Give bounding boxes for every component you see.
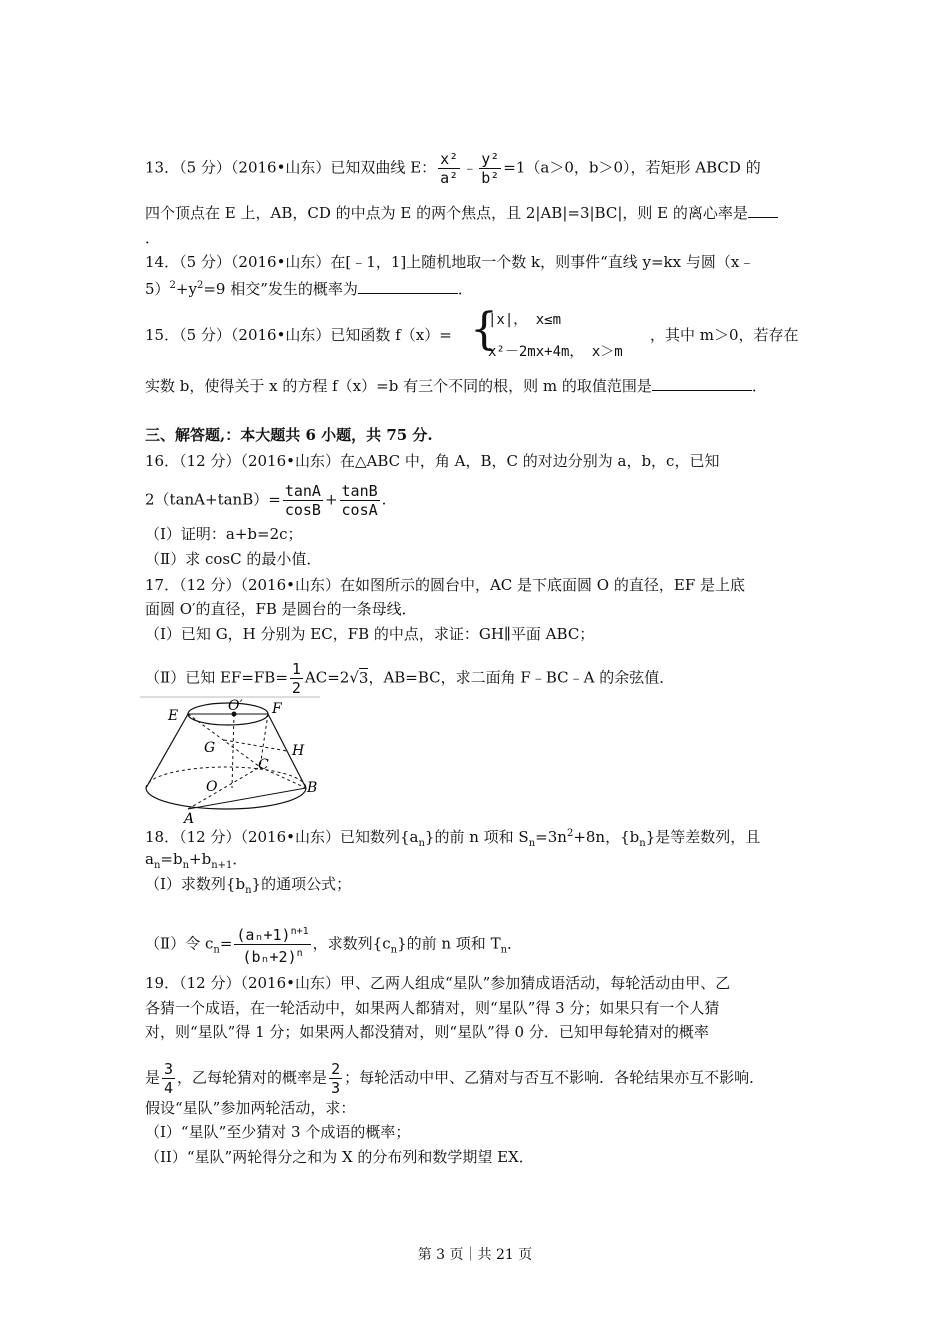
label-E: E (168, 708, 179, 724)
answer-blank (652, 376, 752, 391)
label-A: A (184, 811, 195, 825)
sqrt-symbol: √ (349, 668, 359, 687)
q18-part1: （Ⅰ）求数列$\{b_n\}$的通项公式； (145, 875, 352, 896)
q18-line2: $a_n=b_n+b_{n+1}$． (145, 850, 248, 871)
q14-line1: 14．（5 分）（2016•山东）在[﹣1，1]上随机地取一个数 k，则事件“直线 y=kx 与圆（x﹣ (145, 253, 755, 271)
q19-line2: 各猜一个成语，在一轮活动中，如果两人都猜对，则“星队”得 3 分；如果只有一个人猜 (145, 999, 720, 1017)
q17-part2: （Ⅱ）已知 EF=FB= $\frac{1}{2}$ AC=2√3，AB=BC，求二面角 F﹣BC﹣A 的余弦值． (145, 660, 675, 697)
q18-line1: 18．（12 分）（2016•山东）已知数列$\{a_n\}$的前 n 项和 $S_n=3n^2+8n$，$\{b_n\}$是等差数列，且 (145, 828, 761, 849)
q14-line2: $5)^2+y^2=9$ 相交”发生的概率为 ． (145, 280, 473, 298)
q15-line1-pre: 15．（5 分）（2016•山东）已知函数 f（x）= (145, 326, 452, 344)
q17-fraction-half: $\frac{1}{2}$ (291, 660, 301, 697)
answer-blank (748, 203, 778, 218)
q19-line1: 19．（12 分）（2016•山东）甲、乙两人组成“星队”参加猜成语活动，每轮活动由甲、乙 (145, 974, 731, 992)
q16-fraction-tanB-cosA: $\frac{\tan B}{\cos A}$ (341, 482, 378, 519)
q17-part1: （I）已知 G，H 分别为 EC，FB 的中点，求证：GH∥平面 ABC； (145, 625, 595, 643)
q13-line3: ． (145, 229, 161, 247)
q19-part1: （I）“星队”至少猜对 3 个成语的概率； (145, 1123, 411, 1141)
label-H: H (292, 743, 305, 759)
answer-blank (358, 279, 458, 294)
q17-line2: 面圆 O′的直径，FB 是圆台的一条母线． (145, 600, 417, 618)
label-F: F (272, 701, 282, 717)
label-O1: O′ (228, 698, 243, 714)
section-heading: 三、解答题,：本大题共 6 小题，共 75 分. (145, 426, 433, 444)
q16-line2: 2（tanA+tanB）= $\frac{\tan A}{\cos B}$ + $\frac{\tan B}{\cos A}$ . (145, 482, 387, 519)
q19-line3: 对，则“星队”得 1 分；如果两人都没猜对，则“星队”得 0 分．已知甲每轮猜对的概率 (145, 1023, 709, 1041)
q16-fraction-tanA-cosB: $\frac{\tan A}{\cos B}$ (284, 482, 321, 519)
q19-fraction-2-3: $\frac{2}{3}$ (331, 1060, 341, 1097)
q13-line2: 四个顶点在 E 上，AB，CD 的中点为 E 的两个焦点，且 2|AB|=3|BC|，则 E 的离心率是 (145, 203, 778, 223)
q18-fraction-cn: $\frac{(a_n+1)^{n+1}}{(b_n+2)^n}$ (234, 923, 310, 966)
q19-line5: 假设“星队”参加两轮活动，求： (145, 1099, 356, 1117)
bottom-ellipse-front (146, 788, 306, 809)
q13-fraction-x2-a2: $\frac{\text{x²}}{\text{a²}}$ (440, 150, 459, 187)
q15-case2: x²－2mx+4m， x＞m (488, 344, 623, 360)
q15-case1: |x|， x≤m (488, 312, 562, 328)
label-C: C (258, 757, 269, 773)
q19-fraction-3-4: $\frac{3}{4}$ (164, 1060, 174, 1097)
q15-line2: 实数 b，使得关于 x 的方程 f（x）=b 有三个不同的根，则 m 的取值范围是 ． (145, 377, 767, 395)
generatrix-left (146, 714, 188, 788)
q16-part2: （Ⅱ）求 cosC 的最小值． (145, 550, 322, 568)
frustum-figure (140, 695, 330, 825)
label-B: B (307, 780, 318, 796)
q19-part2: （II）“星队”两轮得分之和为 X 的分布列和数学期望 EX． (145, 1148, 534, 1166)
q19-line4: 是 $\frac{3}{4}$ ，乙每轮猜对的概率是 $\frac{2}{3}$ ；每轮活动中甲、乙猜对与否互不影响．各轮结果亦互不影响． (145, 1060, 765, 1097)
q18-part2: （Ⅱ）令 $c_n=$ $\frac{(a_n+1)^{n+1}}{(b_n+2)^n}$ ，求数列$\{c_n\}$的前 n 项和 $T_n$． (145, 923, 522, 966)
piecewise-brace: { (470, 304, 498, 355)
q17-line1: 17．（12 分）（2016•山东）在如图所示的圆台中，AC 是下底面圆 O 的直径，EF 是上底 (145, 576, 746, 594)
q15-line1-post: ，其中 m＞0，若存在 (650, 326, 799, 344)
page-footer: 第 3 页｜共 21 页 (417, 1247, 533, 1263)
q16-line1: 16．（12 分）（2016•山东）在△ABC 中，角 A，B，C 的对边分别为 a，b，c，已知 (145, 452, 720, 470)
q13-fraction-y2-b2: $\frac{\text{y²}}{\text{b²}}$ (481, 150, 500, 187)
q13-text: 13．（5 分）（2016•山东）已知双曲线 E： (145, 158, 437, 177)
q16-part1: （Ⅰ）证明：a+b=2c； (145, 525, 303, 543)
label-G: G (204, 740, 216, 756)
q13-line1: 13．（5 分）（2016•山东）已知双曲线 E： $\frac{\text{x²}}{\text{a²}}$ ﹣ $\frac{\text{y²}}{\text{b²}}$ =1（a＞0，b＞0），若矩形 ABCD 的 (145, 150, 761, 187)
label-O: O (206, 779, 218, 795)
